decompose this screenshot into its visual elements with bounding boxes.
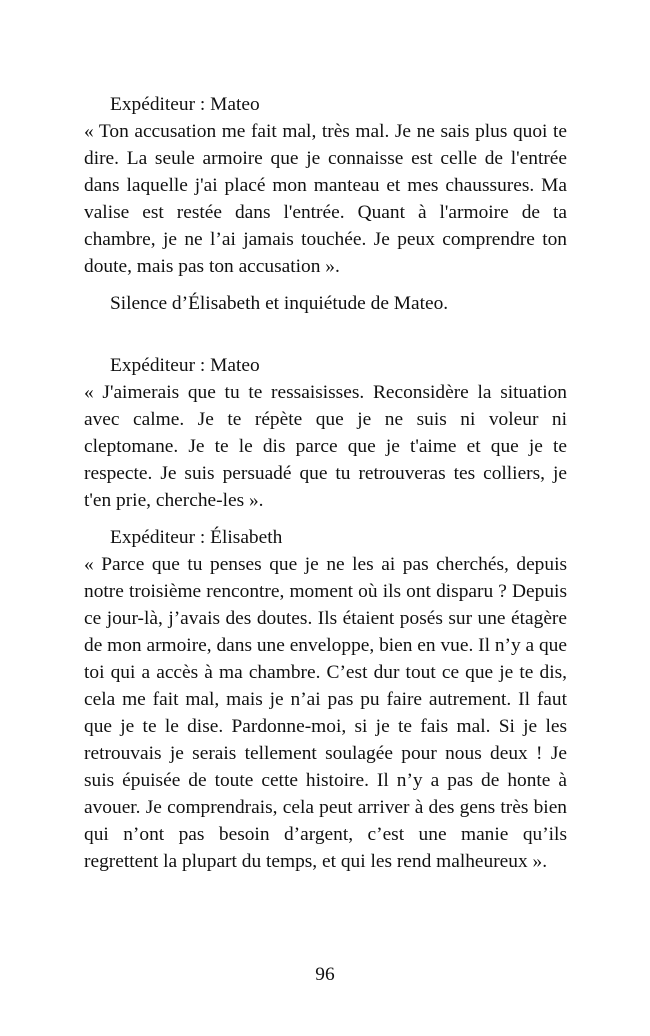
email-block-1 — [84, 91, 567, 280]
email-block-3 — [84, 524, 567, 875]
spacer — [84, 317, 567, 352]
narration-line: Silence d’Élisabeth et inquiétude de Mateo. — [110, 293, 449, 314]
sender-line: Expéditeur : Élisabeth — [110, 527, 283, 548]
message-paragraph: « Parce que tu penses que je ne les ai pas cherchés, depuis notre troisième rencontre, moment où ils ont disparu ? Depuis ce jour-là, j’avais des doutes. Ils étaient posés sur une étagère de mon armoire, dans une enveloppe, bien en vue. Il n’y a que toi qui a accès à ma chambre. C’est dur tout ce que je te dis, cela me fait mal, mais je n’ai pas pu faire autrement. Il faut que je te le dise. Pardonne-moi, si je te fais mal. Si je les retrouvais je serais tellement soulagée pour nous deux ! Je suis épuisée de toute cette histoire. Il n’y a pas de honte à avouer. Je comprendrais, cela peut arriver à des gens très bien qui n’ont pas besoin d’argent, c’est une manie qu’ils regrettent la plupart du temps, et qui les rend malheureux ». — [84, 554, 567, 872]
narration-block — [84, 290, 567, 317]
spacer — [84, 514, 567, 524]
email-block-2 — [84, 352, 567, 514]
book-page-text — [84, 91, 567, 875]
spacer — [84, 280, 567, 290]
sender-line: Expéditeur : Mateo — [110, 355, 260, 376]
sender-line: Expéditeur : Mateo — [110, 94, 260, 115]
page-number: 96 — [315, 964, 335, 985]
message-paragraph: « Ton accusation me fait mal, très mal. Je ne sais plus quoi te dire. La seule armoire que je connaisse est celle de l'entrée dans laquelle j'ai placé mon manteau et mes chaussures. Ma valise est restée dans l'entrée. Quant à l'armoire de ta chambre, je ne l’ai jamais touchée. Je peux comprendre ton doute, mais pas ton accusation ». — [84, 121, 567, 277]
message-paragraph: « J'aimerais que tu te ressaisisses. Reconsidère la situation avec calme. Je te répète que je ne suis ni voleur ni cleptomane. Je te le dis parce que je t'aime et que je te respecte. Je suis persuadé que tu retrouveras tes colliers, je t'en prie, cherche-les ». — [84, 382, 567, 511]
